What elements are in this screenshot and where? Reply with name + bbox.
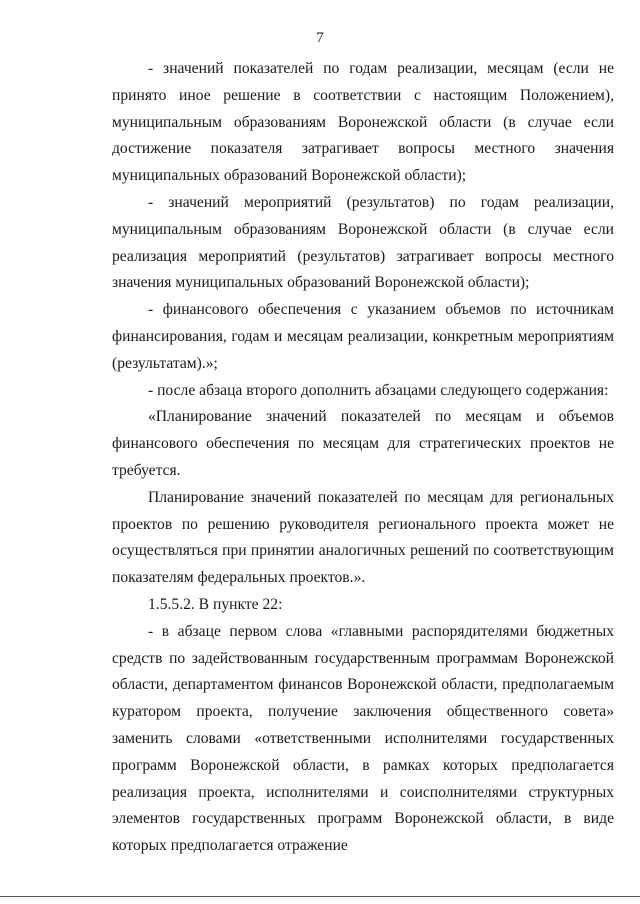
bottom-border-line	[0, 896, 640, 897]
paragraph-event-values: - значений мероприятий (результатов) по годам реализации, муниципальным образованиям Воронежской области (в случае если реализация мероприятий (результатов) затрагивает вопросы местного значения муниципальных образований Воронежской области);	[112, 193, 614, 292]
document-body	[112, 56, 614, 860]
paragraph-first-abstract-words: - в абзаце первом слова «главными распорядителями бюджетных средств по задействованным государственным программам Воронежской области, департаментом финансов Воронежской области, предполагаемым куратором проекта, получение заключения общественного совета» заменить словами «ответственными исполнителями государственных программ Воронежской области, в рамках которых предполагается реализация проекта, исполнителями и соисполнителями структурных элементов государственных программ Воронежской области, в виде которых предполагается отражение	[112, 622, 614, 855]
paragraph-clause-22-heading: 1.5.5.2. В пункте 22:	[148, 595, 283, 613]
paragraph-planning-strategic: «Планирование значений показателей по месяцам и объемов финансового обеспечения по месяцам для стратегических проектов не требуется.	[112, 408, 614, 479]
paragraph-indicator-values: - значений показателей по годам реализации, месяцам (если не принято иное решение в соответствии с настоящим Положением), муниципальным образованиям Воронежской области (в случае если достижение показателя затрагивает вопросы местного значения муниципальных образований Воронежской области);	[112, 60, 614, 185]
paragraph-financial-support: - финансового обеспечения с указанием объемов по источникам финансирования, годам и месяцам реализации, конкретным мероприятиям (результатам).»;	[112, 301, 614, 372]
paragraph-add-after-second: - после абзаца второго дополнить абзацами следующего содержания:	[148, 381, 609, 399]
paragraph-planning-regional: Планирование значений показателей по месяцам для региональных проектов по решению руководителя регионального проекта может не осуществляться при принятии аналогичных решений по соответствующим показателям федеральных проектов.».	[112, 488, 614, 587]
page-number: 7	[316, 30, 324, 46]
